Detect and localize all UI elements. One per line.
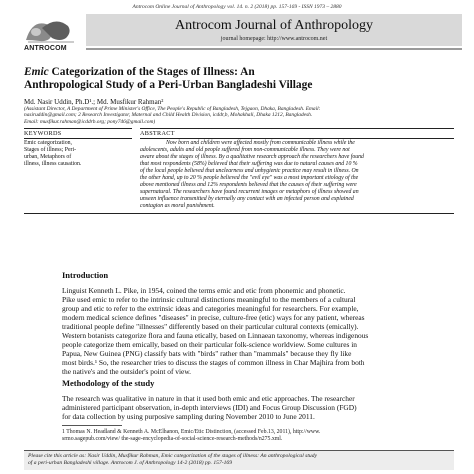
title-emphasis: Emic bbox=[24, 66, 49, 78]
abstract-line: adolescents, adults and old people suffered from non-communicable illness. They were not bbox=[140, 147, 350, 153]
intro-line: people categorize them emically, based on their particular folk-science worldview. Some cultures in bbox=[62, 340, 357, 349]
abstract-rule-mid bbox=[140, 138, 454, 139]
citation-line: Please cite this article as: Nasir Uddin, Musfikur Rahman, Emic categorization of the stages of illness: An anthropological study bbox=[28, 453, 317, 459]
keyword-line: urban, Metaphors of bbox=[24, 154, 72, 160]
abstract-heading: ABSTRACT bbox=[140, 130, 175, 137]
journal-citation-line: Antrocom Online Journal of Anthropology vol. 14. n. 2 (2018) pp. 157-169 - ISSN 1973 – 2880 bbox=[132, 4, 342, 10]
journal-homepage[interactable]: journal homepage: http://www.antrocom.net bbox=[220, 36, 328, 42]
introduction-text bbox=[62, 286, 456, 376]
abstract-line: of the local people believed that unclearness and unhygienic practice may result in illness. On bbox=[140, 168, 359, 174]
citation-line: of a peri-urban Bangladeshi village. Antrocom J. of Anthropology 14-2 (2018) pp. 157-169 bbox=[28, 460, 232, 466]
title-line-2: Anthropological Study of a Peri-Urban Bangladeshi Village bbox=[24, 79, 313, 91]
journal-banner bbox=[22, 14, 462, 54]
methodology-heading: Methodology of the study bbox=[62, 378, 155, 388]
footnote-rule bbox=[62, 425, 122, 426]
intro-line: group and etic to refer to the extrinsic ideas and categories meaningful for researchers. For example, bbox=[62, 304, 359, 313]
footnote-line[interactable]: srmo.sagepub.com/view/ the-sage-encyclopedia-of-social-science-research-methods/n275.xml. bbox=[62, 436, 283, 442]
abstract-rule-top bbox=[140, 128, 454, 129]
affiliation-line[interactable]: Email: musfikur.rahman@icddrb.org; pony746@gmail.com) bbox=[24, 118, 156, 125]
keywords-rule-top bbox=[24, 128, 132, 129]
keyword-line: illness, illness causation. bbox=[24, 161, 82, 167]
affiliation-line[interactable]: nasiruddin@gmail.com; 2 Research Investigator, Maternal and Child Health Division, icddr,b, Mohakhali, Dhaka 1212, Bangladesh. bbox=[24, 112, 313, 119]
intro-line: Pike used emic to refer to the intrinsic cultural distinctions meaningful to the members of a cultural bbox=[62, 295, 356, 304]
logo-wordmark: ANTROCOM bbox=[24, 45, 67, 52]
title-line-1-rest: Categorization of the Stages of Illness: An bbox=[48, 66, 255, 78]
abstract-line: supernatural. The researchers have found recurrent images or metaphors of illness showed an bbox=[140, 189, 359, 195]
abstract-line: that most respondents (58%) believed that their suffering was due to natural causes and 10 % bbox=[140, 161, 358, 167]
keywords-list bbox=[24, 140, 132, 168]
footnote bbox=[62, 429, 456, 443]
methodology-text bbox=[62, 394, 456, 421]
footnote-line: 1 Thomas N. Headland & Kenneth A. McElhanon, Emic/Etic Distinction, (accessed Feb.13, 2011), http://www. bbox=[62, 429, 321, 435]
abstract-line: Now born and children were affected mostly from communicable illness while the bbox=[166, 140, 355, 146]
keywords-heading: KEYWORDS bbox=[24, 130, 62, 137]
abstract-line: aware about the stages of illness. By a qualitative research approach the researchers have found bbox=[140, 154, 364, 160]
intro-line: Papua, New Guinea (PNG) classify bats with "birds" rather than "mammals" because they fly like bbox=[62, 349, 352, 358]
banner-divider bbox=[86, 48, 462, 50]
intro-line: the native's and the outsider's point of view. bbox=[62, 367, 192, 376]
title-line-1 bbox=[24, 66, 454, 79]
affiliation-line: (Assistant Director, A Department of Prime Minister's Office, The People's Republic of Bangladesh, Tejgaon, Dhaka, Bangladesh. Email: bbox=[24, 106, 321, 112]
banner-box bbox=[86, 14, 462, 46]
abstract-rule-bottom bbox=[24, 213, 454, 214]
intro-line: traditional people define "illnesses" differently based on their particular cultural contexts (emically). bbox=[62, 322, 359, 331]
abstract-line: above mentioned illness and 12% respondents believed that the causes of their suffering were bbox=[140, 182, 357, 188]
keywords-rule-mid bbox=[24, 138, 132, 139]
introduction-heading: Introduction bbox=[62, 270, 109, 280]
method-line: administered participant observation, in-depth interviews (IDI) and Focus Group Discussion (FGD) bbox=[62, 403, 357, 412]
intro-line: Western botanists categorize flora and fauna etically, based on Linnaean taxonomy, whereas indigenous bbox=[62, 331, 369, 340]
citation-text bbox=[24, 451, 454, 469]
method-line: The research was qualitative in nature in that it used both emic and etic approaches. The researcher bbox=[62, 394, 355, 403]
affiliations bbox=[24, 106, 454, 125]
citation-footer bbox=[24, 450, 454, 470]
intro-line: Linguist Kenneth L. Pike, in 1954, coined the terms emic and etic from phonemic and phonetic. bbox=[62, 286, 346, 295]
intro-line: modern medical science defines "diseases" in precise, culture-free (etic) ways for any patient, whereas bbox=[62, 313, 365, 322]
authors: Md. Nasir Uddin, Ph.D¹.; Md. Musfikur Rahman² bbox=[24, 98, 164, 106]
abstract-line: the other hand, up to 20 % people believed the "evil eye" was a most important etiology of the bbox=[140, 175, 359, 181]
article-title bbox=[24, 66, 454, 92]
journal-title: Antrocom Journal of Anthropology bbox=[175, 18, 373, 33]
keyword-line: Stages of illness; Peri- bbox=[24, 147, 77, 153]
abstract-text bbox=[140, 140, 454, 210]
keyword-line: Emic categorization, bbox=[24, 140, 72, 146]
method-line: for data collection by using purposive sampling during November 2010 to June 2011. bbox=[62, 412, 315, 421]
abstract-line: contagion as moral punishment. bbox=[140, 203, 215, 209]
intro-line: most birds.¹ So, the researcher tries to discuss the stages of common illness in Char Majhira from both bbox=[62, 358, 365, 367]
abstract-line: unseen influence transmitted by eternally any contact with an infected person and explained bbox=[140, 196, 354, 202]
